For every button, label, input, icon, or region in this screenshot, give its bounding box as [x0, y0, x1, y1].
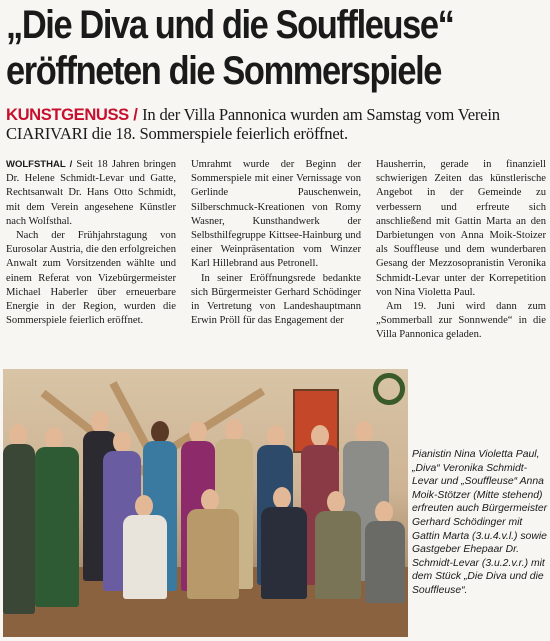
- article-body: [6, 158, 546, 363]
- article-column-2: [191, 158, 361, 328]
- headline-line-2: eröffneten die Sommerspiele: [6, 49, 442, 93]
- article-column-1: [6, 158, 176, 328]
- wall-wreath: [373, 373, 405, 405]
- article-paragraph: In seiner Eröffnungsrede bedankte sich Bürgermeister Gerhard Schödinger in Vertretung von Landeshauptmann Erwin Pröll für das Engagement der: [191, 272, 361, 327]
- headline: [6, 2, 470, 94]
- article-paragraph: Nach der Frühjahrstagung von Eurosolar Austria, die den erfolgreichen Anwalt zum Vorsitzenden wählte und einem Referat von Vizebürgermeister Michael Haberler über erneuerbare Energie in der Region, wurden die Sommerspiele feierlich eröffnet.: [6, 230, 176, 327]
- article-paragraph: [6, 158, 176, 229]
- lead-separator: /: [128, 105, 143, 124]
- dateline: WOLFSTHAL /: [6, 159, 73, 170]
- lead-paragraph: [6, 105, 546, 143]
- group-photo: [3, 369, 408, 637]
- article-paragraph: Am 19. Juni wird dann zum „Sommerball zur Sonnwende“ in die Villa Pannonica geladen.: [376, 301, 546, 341]
- article-paragraph: Umrahmt wurde der Beginn der Sommerspiele mit einer Vernissage von Gerlinde Pauschenwein, Silberschmuck-Kreationen von Romy Wasner, Kunsthandwerk der Selbsthilfegruppe Kittsee-Hainburg und einer Weinpräsentation vom Winzer Karl Hillebrand aus Petronell.: [191, 159, 361, 270]
- photo-caption: Pianistin Nina Violetta Paul, „Diva“ Veronika Schmidt-Levar und „Souffleuse“ Anna Moik-Stötzer (Mitte stehend) erfreuten auch Bürgermeister Gerhard Schödinger mit Gattin Marta (3.u.4.v.l.) sowie Gastgeber Ehepaar Dr. Schmidt-Levar (3.u.2.v.r.) mit dem Stück „Die Diva und die Souffleuse“.: [412, 449, 548, 596]
- lead-kicker: KUNSTGENUSS: [6, 105, 129, 124]
- headline-line-1: „Die Diva und die Souffleuse“: [6, 3, 454, 47]
- paragraph-text: Seit 18 Jahren bringen Dr. Helene Schmidt-Levar und Gatte, Rechtsanwalt Dr. Hans Otto Schmidt, mit dem Verein angesehene Künstler nach Wolfsthal.: [6, 159, 176, 227]
- article-column-3: [376, 158, 546, 343]
- lead-text: In der Villa Pannonica wurden am Samstag vom Verein CIARIVARI die 18. Sommerspiele feierlich eröffnet.: [6, 105, 500, 143]
- article-paragraph: Hausherrin, gerade in finanziell schwierigen Zeiten das künstlerische Angebot in der Gemeinde zu verbessern und erfreute sich anschließend mit Gattin Marta an den Darbietungen von Anna Moik-Stoizer als Souffleuse und dem wunderbaren Gesang der Mezzosopranistin Veronika Schmidt-Levar unter der Korrepetition von Nina Violetta Paul.: [376, 159, 546, 298]
